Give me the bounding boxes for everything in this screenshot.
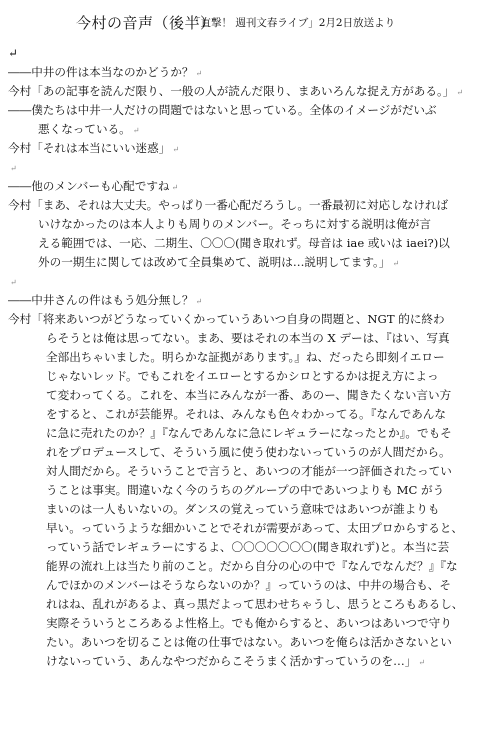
- answer-line: けないっていう、あんなやつだからこそうまく活かすっていうのを…」 ↵: [46, 654, 426, 668]
- answer-line: んでほかのメンバーはそうならないのか？』っていうのは、中井の場合も、そ: [46, 578, 451, 592]
- transcript-body: [8, 44, 474, 671]
- question-line: ――他のメンバーも心配ですね ↵: [8, 179, 179, 193]
- answer-line: 早い。っていうような細かいことでそれが需要があって、太田プロからすると、: [46, 521, 464, 535]
- answer-line: うことは事実。間違いなく今のうちのグループの中であいつよりも MC がう: [46, 483, 445, 497]
- page-title: 今村の音声（後半）: [76, 14, 216, 32]
- paragraph-mark-icon: ↵: [10, 278, 17, 287]
- paragraph-mark-icon: ↵: [392, 259, 400, 268]
- paragraph-mark-icon: ↵: [172, 145, 180, 154]
- question-line: ――中井さんの件はもう処分無し？ ↵: [8, 293, 203, 307]
- paragraph-mark-icon: ↵: [456, 88, 464, 97]
- paragraph-mark-icon: ↵: [171, 183, 179, 192]
- answer-line: 全部出ちゃいました。明らかな証拠があります。』ね、だったら即刻イエロー: [46, 350, 445, 364]
- answer-line: っていう話でレギュラーにするよ、〇〇〇〇〇〇〇(聞き取れず)と。本当に芸: [46, 540, 450, 554]
- paragraph-mark-icon: ↵: [10, 164, 17, 173]
- question-line: 悪くなっている。 ↵: [38, 122, 140, 136]
- question-line: ――中井の件は本当なのかどうか？ ↵: [8, 65, 203, 79]
- answer-line: 外の一期生に関しては改めて全員集めて、説明は…説明してます。」 ↵: [38, 255, 400, 269]
- answer-line: 実際そういうところあるよ性格上。でも俺からすると、あいつはあいつで守り: [46, 616, 452, 630]
- answer-line: いけなかったのは本人よりも周りのメンバー。そっちに対する説明は俺が言: [38, 217, 431, 231]
- blank-line: [8, 272, 474, 291]
- answer-line: える範囲では、一応、二期生、〇〇〇(聞き取れず。母音は iae 或いは iaei?)以: [38, 236, 450, 250]
- answer-line: れはね、乱れがあるよ、真っ黒だよって思わせちゃうし、思うところもあるし、: [46, 597, 464, 611]
- answer-line: 今村「将来あいつがどうなっていくかっていうあいつ自身の問題と、NGT 的に終わ: [8, 312, 445, 326]
- answer-line: らそうとは俺は思ってない。まあ、要はそれの本当の X デーは、『はい、写真: [46, 331, 450, 345]
- answer-line: に急に売れたのか？』『なんであんなに急にレギュラーになったとか』。でもそ: [46, 426, 452, 440]
- answer-line: をすると、これが芸能界。それは、みんなも色々わかってる。『なんであんな: [46, 407, 446, 421]
- paragraph-mark-icon: ↵: [132, 126, 140, 135]
- blank-line: [8, 158, 474, 177]
- paragraph-mark-icon: ↵: [195, 297, 203, 306]
- answer-line: 今村「まあ、それは大丈夫。やっぱり一番心配だろうし。一番最初に対応しなければ: [8, 198, 449, 212]
- question-line: ――僕たちは中井一人だけの問題ではないと思っている。全体のイメージがだいぶ: [8, 103, 437, 117]
- text-line: ↵: [8, 46, 18, 60]
- answer-line: まいのは一人もいないの。ダンスの覚えっていう意味ではあいつが誰よりも: [46, 502, 440, 516]
- answer-line: て変わってくる。これを、本当にみんなが一番、あのー、聞きたくない言い方: [46, 388, 452, 402]
- answer-line: 今村「あの記事を読んだ限り、一般の人が読んだ限り、まあいろんな捉え方がある。」 ↵: [8, 84, 464, 98]
- answer-line: れをプロデュースして、そういう風に使う使わないっていうのが人間だから。: [46, 445, 451, 459]
- paragraph-mark-icon: ↵: [418, 658, 426, 667]
- answer-line: 今村「それは本当にいい迷惑」 ↵: [8, 141, 180, 155]
- answer-line: じゃないレッド。でもこれをイエローとするかシロとするかは捉え方によっ: [46, 369, 439, 383]
- paragraph-mark-icon: ↵: [195, 69, 203, 78]
- answer-line: 能界の流れ上は当たり前のこと。だから自分の心の中で『なんでなんだ？』『な: [46, 559, 458, 573]
- answer-line: 対人間だから。そういうことで言うと、あいつの才能が一つ評価されたってい: [46, 464, 452, 478]
- page-subtitle: 「直撃！ 週刊文春ライブ」2月2日放送より: [190, 17, 396, 29]
- answer-line: たい。あいつを切ることは俺の仕事ではない。あいつを俺らは活かさないとい: [46, 635, 452, 649]
